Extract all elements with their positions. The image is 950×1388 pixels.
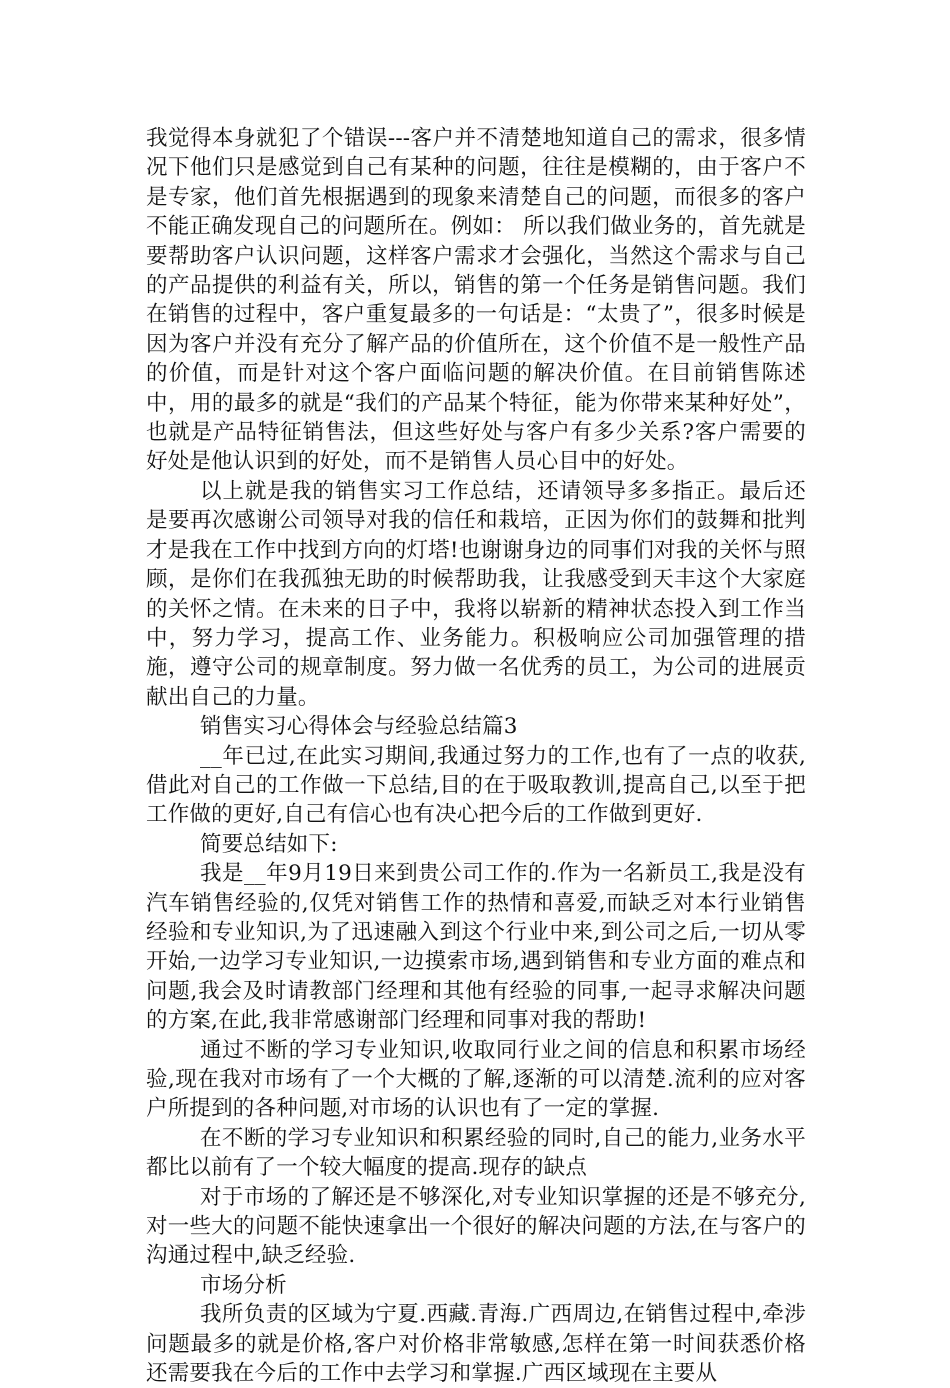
subheading-market-analysis: 市场分析 (200, 1272, 287, 1298)
paragraph-joining-company: 我是__年9月19日来到贵公司工作的.作为一名新员工,我是没有汽车销售经验的,仅凭对销售工作的热情和喜爱,而缺乏对本行业销售经验和专业知识,为了迅速融入到这个行业中来,到公司之后,一切从零开始,一边学习专业知识,一边摸索市场,遇到销售和专业方面的难点和问题,我会及时请教部门经理和其他有经验的同事,一起寻求解决问题的方案,在此,我非常感谢部门经理和同事对我的帮助! (146, 861, 806, 1034)
paragraph-regions: 我所负责的区域为宁夏.西藏.青海.广西周边,在销售过程中,牵涉问题最多的就是价格,客户对价格非常敏感,怎样在第一时间获悉价格还需要我在今后的工作中去学习和掌握.广西区域现在主要从 (146, 1302, 806, 1387)
paragraph-customer-needs: 我觉得本身就犯了个错误---客户并不清楚地知道自己的需求，很多情况下他们只是感觉到自己有某种的问题，往往是模糊的，由于客户不是专家，他们首先根据遇到的现象来清楚自己的问题，而很多的客户不能正确发现自己的问题所在。例如： 所以我们做业务的，首先就是要帮助客户认识问题，这样客户需求才会强化，当然这个需求与自己的产品提供的利益有关，所以，销售的第一个任务是销售问题。我们在销售的过程中，客户重复最多的一句话是：“太贵了”，很多时候是因为客户并没有充分了解产品的价值所在，这个价值不是一般性产品的价值，而是针对这个客户面临问题的解决价值。在目前销售陈述中，用的最多的就是“我们的产品某个特征，能为你带来某种好处”，也就是产品特征销售法，但这些好处与客户有多少关系?客户需要的好处是他认识到的好处，而不是销售人员心目中的好处。 (146, 126, 806, 475)
section-title-part-3: 销售实习心得体会与经验总结篇3 (200, 714, 518, 740)
paragraph-shortcomings: 对于市场的了解还是不够深化,对专业知识掌握的还是不够充分,对一些大的问题不能快速拿出一个很好的解决问题的方法,在与客户的沟通过程中,缺乏经验. (146, 1184, 806, 1269)
paragraph-closing-thanks: 以上就是我的销售实习工作总结，还请领导多多指正。最后还是要再次感谢公司领导对我的信任和栽培，正因为你们的鼓舞和批判才是我在工作中找到方向的灯塔!也谢谢身边的同事们对我的关怀与照顾，是你们在我孤独无助的时候帮助我，让我感受到天丰这个大家庭的关怀之情。在未来的日子中，我将以崭新的精神状态投入到工作当中，努力学习，提高工作、业务能力。积极响应公司加强管理的措施，遵守公司的规章制度。努力做一名优秀的员工，为公司的进展贡献出自己的力量。 (146, 478, 806, 710)
subheading-brief-summary: 简要总结如下: (200, 831, 338, 857)
document-body (146, 124, 806, 1388)
paragraph-ability-improvement: 在不断的学习专业知识和积累经验的同时,自己的能力,业务水平都比以前有了一个较大幅度的提高.现存的缺点 (146, 1125, 806, 1181)
paragraph-market-learning: 通过不断的学习专业知识,收取同行业之间的信息和积累市场经验,现在我对市场有了一个大概的了解,逐渐的可以清楚.流利的应对客户所提到的各种问题,对市场的认识也有了一定的掌握. (146, 1037, 806, 1122)
paragraph-year-intro: __年已过,在此实习期间,我通过努力的工作,也有了一点的收获,借此对自己的工作做一下总结,目的在于吸取教训,提高自己,以至于把工作做的更好,自己有信心也有决心把今后的工作做到更好. (146, 743, 806, 828)
